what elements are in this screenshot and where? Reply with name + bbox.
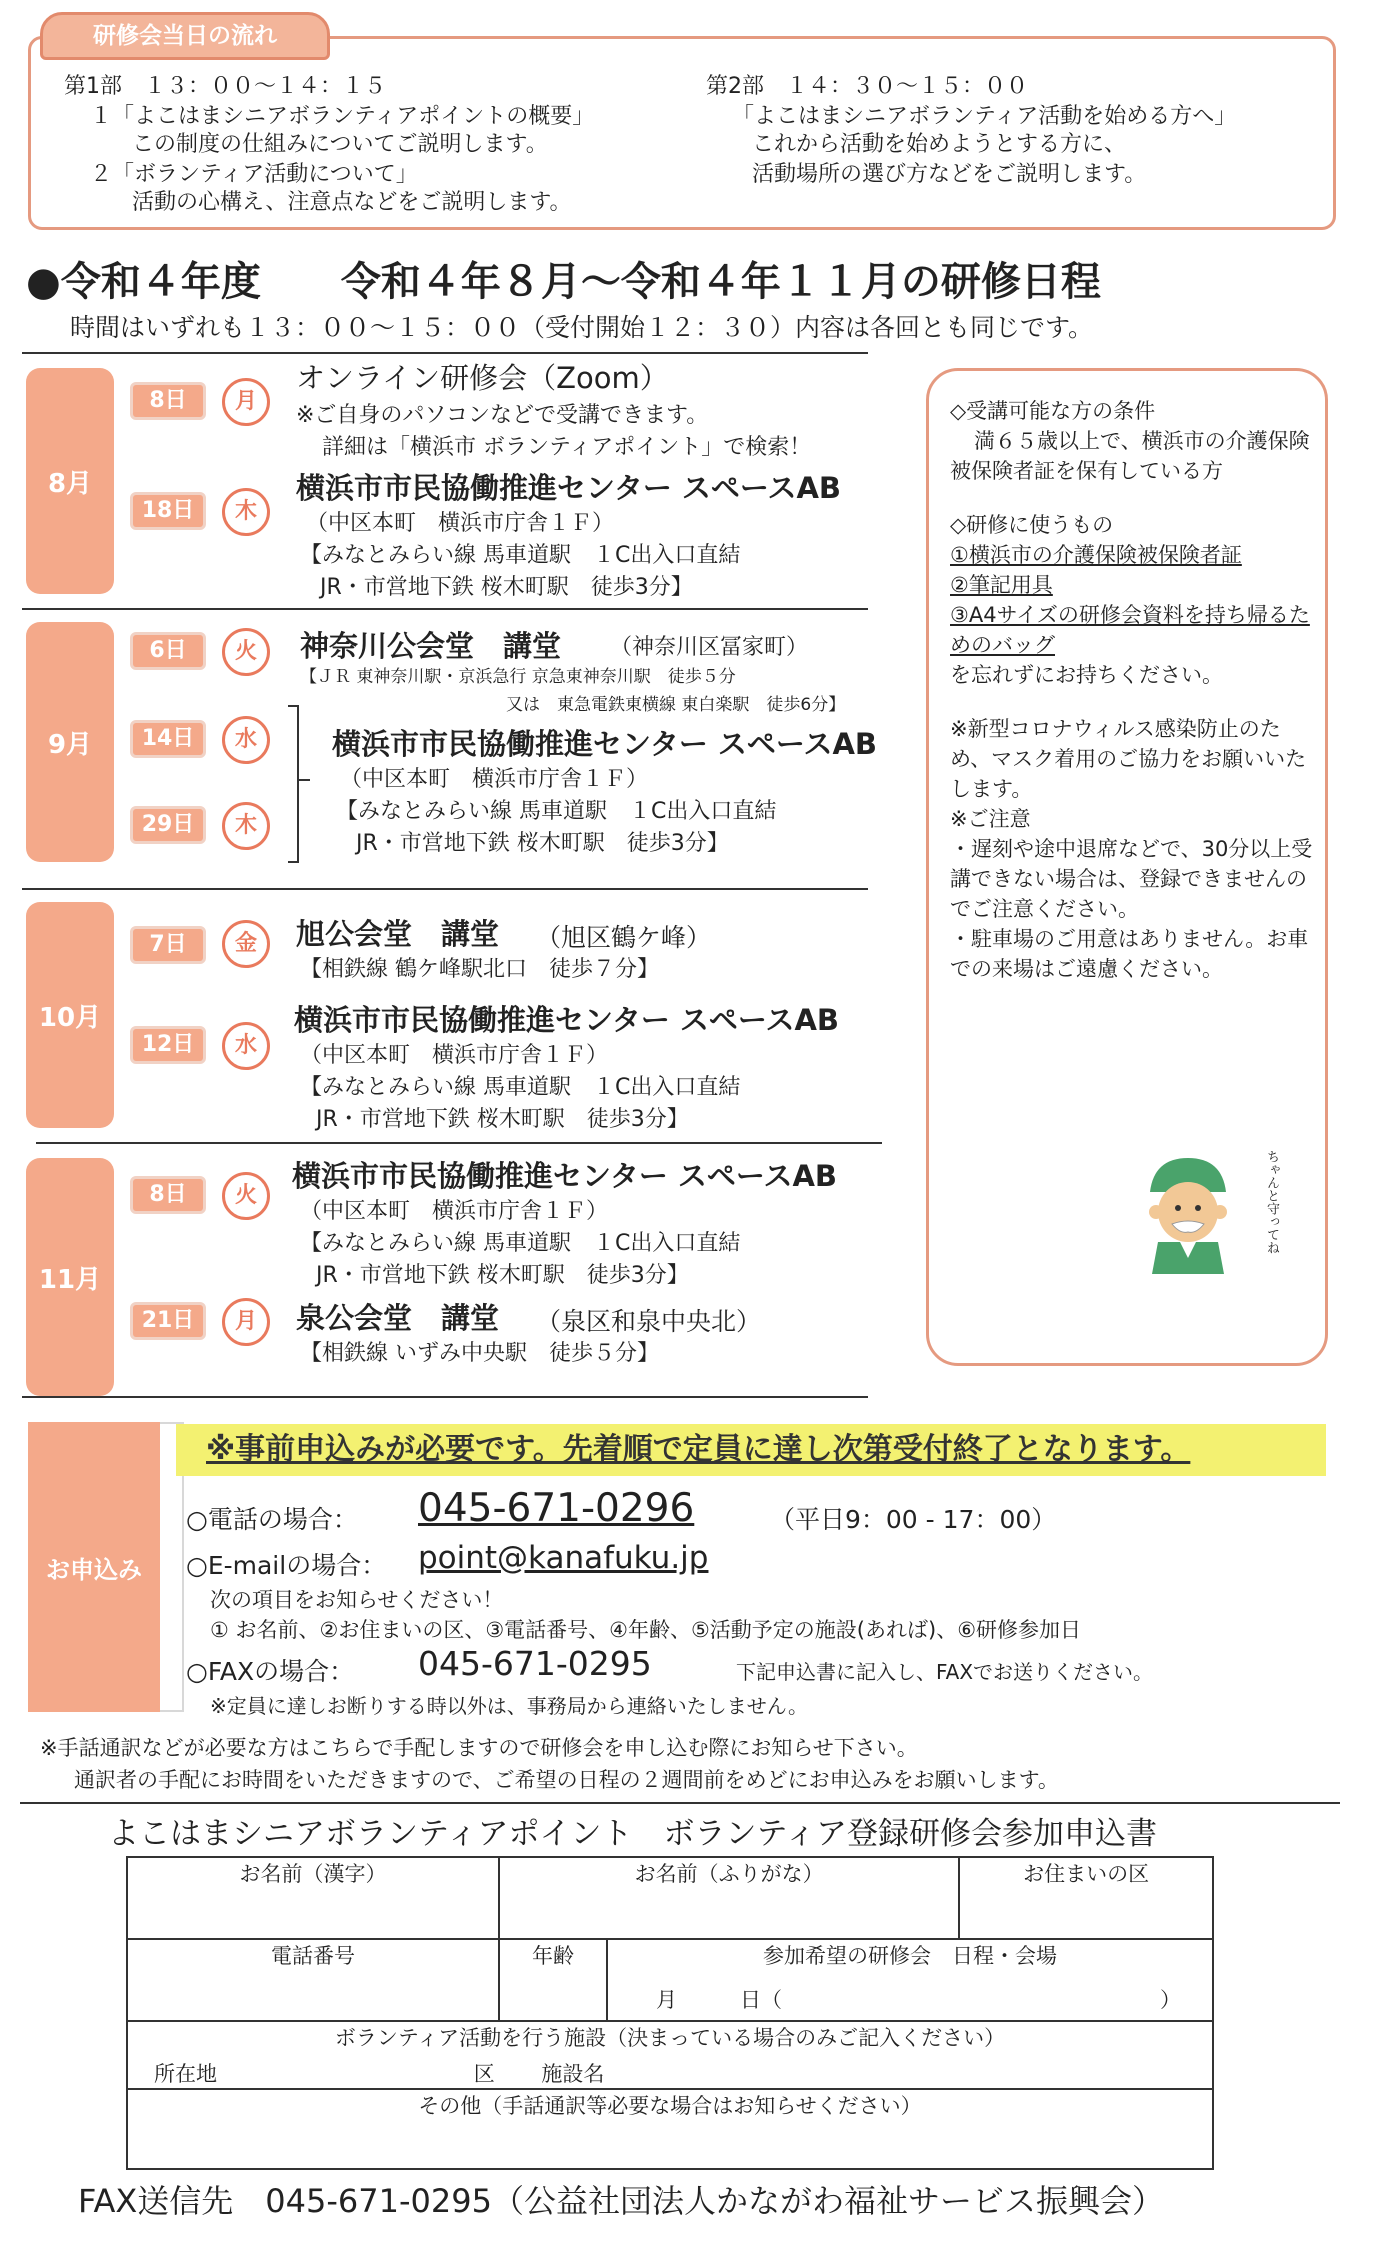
phone-number: 045-671-0296 [418, 1486, 695, 1531]
weekday-badge: 火 [222, 628, 270, 676]
venue-note: 【相鉄線 鶴ケ峰駅北口 徒歩７分】 [300, 957, 659, 982]
covid-note: ※新型コロナウィルス感染防止のため、マスク着用のご協力をお願いいたします。 [950, 717, 1307, 801]
venue-name: 旭公会堂 講堂 [296, 917, 500, 951]
part1-line: この制度の仕組みについてご説明します。 [132, 132, 548, 157]
other-field[interactable] [127, 2089, 1213, 2169]
venue-name: 横浜市市民協働推進センター スペースAB [294, 1003, 840, 1037]
month-label: 9月 [26, 622, 114, 862]
venue-note: 詳細は「横浜市 ボランティアポイント」で検索！ [322, 435, 812, 460]
date-template: 月 日（ ） [656, 1988, 1181, 2012]
day-tag: 14日 [130, 720, 206, 758]
email-link[interactable]: point@kanafuku.jp [418, 1540, 709, 1576]
ward-field[interactable] [959, 1857, 1213, 1939]
venue-name: 横浜市市民協働推進センター スペースAB [292, 1159, 838, 1193]
fax-footer: FAX送信先 045-671-0295（公益社団法人かながわ福祉サービス振興会） [78, 2182, 1164, 2220]
info-panel [950, 396, 1316, 984]
fax-note: 下記申込書に記入し、FAXでお送りください。 [736, 1660, 1154, 1684]
caution-heading: ※ご注意 [950, 807, 1031, 831]
divider [22, 888, 868, 890]
venue-name: 横浜市市民協働推進センター スペースAB [332, 727, 878, 761]
field-label: お住まいの区 [1023, 1862, 1150, 1886]
items-heading: ◇研修に使うもの [950, 513, 1114, 537]
divider [22, 608, 868, 610]
application-form [126, 1856, 1214, 2170]
form-title: よこはまシニアボランティアポイント ボランティア登録研修会参加申込書 [108, 1816, 1158, 1852]
venue-note: JR・市営地下鉄 桜木町駅 徒歩3分】 [320, 575, 693, 600]
banner-text: ※事前申込みが必要です。先着順で定員に達し次第受付終了となります。 [206, 1432, 1191, 1467]
sign-note: 通訳者の手配にお時間をいただきますので、ご希望の日程の２週間前をめどにお申込みをお願いします。 [74, 1768, 1059, 1792]
day-tag: 21日 [130, 1302, 206, 1340]
venue-name: 神奈川公会堂 講堂 [300, 629, 562, 663]
field-label: その他（手話通訳等必要な場合はお知らせください） [418, 2094, 922, 2118]
venue-area: （泉区和泉中央北） [536, 1307, 762, 1336]
month-label: 10月 [26, 902, 114, 1128]
field-label: お名前（ふりがな） [634, 1862, 824, 1886]
venue-name: 泉公会堂 講堂 [296, 1301, 500, 1335]
name-kanji-field[interactable] [127, 1857, 499, 1939]
day-tag: 8日 [130, 1176, 206, 1214]
contact-note: ※定員に達しお断りする時以外は、事務局から連絡いたしません。 [210, 1694, 808, 1718]
phone-field[interactable] [127, 1939, 499, 2021]
venue-name: 横浜市市民協働推進センター スペースAB [296, 471, 842, 505]
item: ①横浜市の介護保険被保険者証 [950, 543, 1242, 567]
caution-note: ・駐車場のご用意はありません。お車での来場はご遠慮ください。 [950, 927, 1309, 981]
part2-line: 活動場所の選び方などをご説明します。 [752, 162, 1147, 187]
phone-hours: （平日9：00 - 17：00） [770, 1505, 1057, 1534]
phone-label: ○電話の場合： [186, 1505, 358, 1534]
venue-note: 【みなとみらい線 馬車道駅 １C出入口直結 [300, 1231, 741, 1256]
venue-note: JR・市営地下鉄 桜木町駅 徒歩3分】 [356, 831, 729, 856]
item: ②筆記用具 [950, 573, 1053, 597]
elder-mascot-icon [1128, 1146, 1258, 1276]
weekday-badge: 金 [222, 920, 270, 968]
field-label: お名前（漢字） [239, 1862, 387, 1886]
month-label: 8月 [26, 368, 114, 594]
email-note: 次の項目をお知らせください！ [210, 1588, 504, 1612]
venue-note: ※ご自身のパソコンなどで受講できます。 [296, 403, 709, 428]
mascot-speech: ちゃんと守ってね [1264, 1150, 1279, 1254]
weekday-badge: 月 [222, 378, 270, 426]
divider [20, 1802, 1340, 1804]
venue-note: 【みなとみらい線 馬車道駅 １C出入口直結 [300, 543, 741, 568]
apply-side-label: お申込み [28, 1422, 160, 1712]
schedule-title: ●令和４年度 令和４年８月～令和４年１１月の研修日程 [26, 259, 1101, 305]
field-label: 年齢 [532, 1944, 574, 1968]
divider [22, 1396, 868, 1398]
venue-note: 【みなとみらい線 馬車道駅 １C出入口直結 [300, 1075, 741, 1100]
part2-line: 「よこはまシニアボランティア活動を始める方へ」 [732, 104, 1237, 129]
email-items: ① お名前、②お住まいの区、③電話番号、④年齢、⑤活動予定の施設(あれば)、⑥研修参加日 [210, 1618, 1082, 1642]
venue-note: JR・市営地下鉄 桜木町駅 徒歩3分】 [316, 1107, 689, 1132]
weekday-badge: 月 [222, 1298, 270, 1346]
venue-note: （中区本町 横浜市庁舎１Ｆ） [306, 511, 615, 536]
venue-note: （中区本町 横浜市庁舎１Ｆ） [340, 767, 649, 792]
schedule-subtitle: 時間はいずれも１３：００～１５：００（受付開始１２：３０）内容は各回とも同じです。 [70, 313, 1094, 342]
facility-name-label: 施設名 [541, 2062, 605, 2086]
day-tag: 18日 [130, 492, 206, 530]
field-label: 参加希望の研修会 日程・会場 [763, 1944, 1057, 1968]
venue-note: （中区本町 横浜市庁舎１Ｆ） [300, 1199, 609, 1224]
part1-line: １「よこはまシニアボランティアポイントの概要」 [90, 104, 595, 129]
item: ③A4サイズの研修会資料を持ち帰るためのバッグ [950, 603, 1310, 657]
divider [22, 352, 868, 354]
weekday-badge: 木 [222, 488, 270, 536]
fax-label: ○FAXの場合： [186, 1657, 355, 1686]
caution-note: ・遅刻や途中退席などで、30分以上受講できない場合は、登録できませんのでご注意ください。 [950, 837, 1313, 921]
part2-time: 第2部 １４：３０～１５：００ [706, 74, 1028, 99]
field-label: ボランティア活動を行う施設（決まっている場合のみご記入ください） [334, 2026, 1006, 2050]
venue-note: 又は 東急電鉄東横線 東白楽駅 徒歩6分】 [506, 695, 846, 715]
part2-line: これから活動を始めようとする方に、 [752, 132, 1127, 157]
name-kana-field[interactable] [499, 1857, 959, 1939]
items-tail: を忘れずにお持ちください。 [950, 663, 1223, 687]
facility-field[interactable] [127, 2021, 1213, 2089]
day-tag: 12日 [130, 1026, 206, 1064]
address-label: 所在地 [154, 2062, 217, 2086]
bracket [284, 704, 314, 864]
venue-note: JR・市営地下鉄 桜木町駅 徒歩3分】 [316, 1263, 689, 1288]
weekday-badge: 木 [222, 802, 270, 850]
venue-area: （旭区鶴ケ峰） [536, 923, 712, 952]
email-label: ○E-mailの場合： [186, 1551, 387, 1580]
ku-label: 区 [473, 2062, 495, 2086]
condition-heading: ◇受講可能な方の条件 [950, 399, 1156, 423]
flow-tab: 研修会当日の流れ [40, 12, 330, 60]
venue-note: 【ＪＲ 東神奈川駅・京浜急行 京急東神奈川駅 徒歩５分 [300, 667, 736, 687]
fax-number: 045-671-0295 [418, 1644, 652, 1683]
day-tag: 8日 [130, 382, 206, 420]
day-tag: 6日 [130, 632, 206, 670]
apply-banner [176, 1424, 1326, 1476]
age-field[interactable] [499, 1939, 607, 2021]
weekday-badge: 水 [222, 1022, 270, 1070]
venue-name: オンライン研修会（Zoom） [296, 361, 669, 395]
weekday-badge: 火 [222, 1172, 270, 1220]
day-tag: 7日 [130, 926, 206, 964]
weekday-badge: 水 [222, 716, 270, 764]
month-label: 11月 [26, 1158, 114, 1396]
venue-note: 【相鉄線 いずみ中央駅 徒歩５分】 [300, 1341, 659, 1366]
part1-line: ２「ボランティア活動について」 [90, 162, 418, 187]
venue-note: （中区本町 横浜市庁舎１Ｆ） [300, 1043, 609, 1068]
day-tag: 29日 [130, 806, 206, 844]
part1-time: 第1部 １３：００～１４：１５ [64, 74, 386, 99]
session-field[interactable] [607, 1939, 1213, 2021]
sign-note: ※手話通訳などが必要な方はこちらで手配しますので研修会を申し込む際にお知らせ下さい。 [40, 1736, 918, 1760]
divider [36, 1142, 882, 1144]
venue-area: （神奈川区冨家町） [610, 635, 809, 660]
part1-line: 活動の心構え、注意点などをご説明します。 [132, 190, 572, 215]
field-label: 電話番号 [271, 1944, 355, 1968]
venue-note: 【みなとみらい線 馬車道駅 １C出入口直結 [336, 799, 777, 824]
condition-body: 満６５歳以上で、横浜市の介護保険被保険者証を保有している方 [950, 429, 1310, 483]
